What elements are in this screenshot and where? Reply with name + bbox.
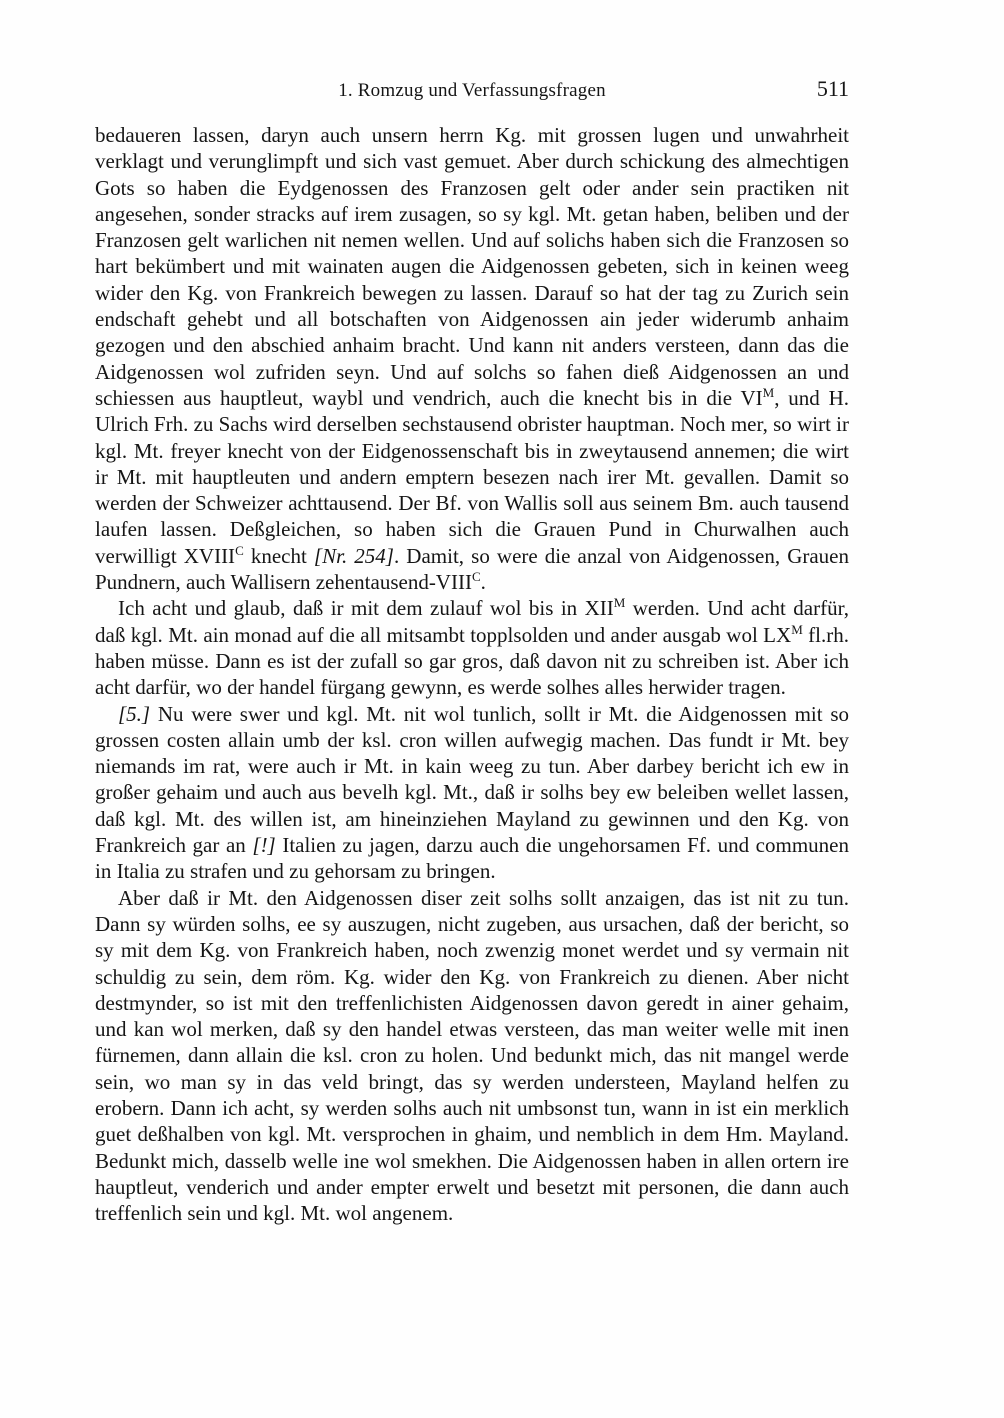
text-run: Aber daß ir Mt. den Aidgenossen diser zeit solhs sollt anzaigen, das ist nit zu tun. Dann sy würden solhs, ee sy auszugen, nicht zugeben, aus ursachen, daß der bericht, so sy mit dem Kg. von Frankreich haben, noch zwenzig monet werdet und sy vermain nit schuldig zu sein, dem röm. Kg. wider den Kg. von Frankreich zu dienen. Aber nicht destmynder, so ist mit den treffenlichisten Aidgenossen davon geredt in ainer gehaim, und kan wol merken, daß sy den handel etwas versteen, das man weiter welle mit inen fürnemen, dann allain die ksl. cron zu holen. Und bedunkt mich, das nit mangel werde sein, wo man sy in das veld bringt, das sy werden understeen, Mayland helfen zu erobern. Dann ich acht, sy werden solhs auch nit umbsonst tun, wann in ist ein merklich guet deßhalben von kgl. Mt. versprochen in ghaim, und nemblich in dem Hm. Mayland. Bedunkt mich, dasselb welle ine wol smekhen. Die Aidgenossen haben in allen ortern ire hauptleut, venderich und ander empter erwelt und besetzt mit personen, die dann auch treffenlich sein und kgl. Mt. wol angenem. [95, 885, 849, 1226]
text-run: . [480, 570, 486, 595]
page-body [95, 122, 849, 1226]
superscript-numeral: M [762, 384, 775, 400]
superscript-numeral: M [791, 621, 803, 637]
text-run: fl.rh. haben müsse. Dann es ist der zufall so gar gros, daß davon nit zu schreiben ist. Aber ich acht darfür, wo der handel fürgang gewynn, es werde solhes alles herwider tragen. [95, 622, 849, 700]
text-run: werden. Und acht darfür, daß kgl. Mt. ain monad auf die all mitsambt topplsolden und ander ausgab wol LX [95, 596, 849, 647]
text-run: Italien zu jagen, darzu auch die ungehorsamen Ff. und communen in Italia zu strafen und zu gehorsam zu bringen. [95, 833, 849, 884]
text-run: , und H. Ulrich Frh. zu Sachs wird derselben sechstausend obrister hauptman. Noch mer, so wirt ir kgl. Mt. freyer knecht von der Eidgenossenschaft bis in zweytausend annemen; die wirt ir Mt. mit hauptleuten und andern emptern besezen nach irer Mt. gevallen. Damit so werden der Schweizer achttausend. Der Bf. von Wallis soll aus seinem Bm. auch tausend laufen lassen. Deßgleichen, so haben sich die Grauen Pund in Churwalhen auch verwilligt XVIII [95, 385, 849, 568]
page-number: 511 [816, 76, 849, 101]
running-title: 1. Romzug und Verfassungsfragen [338, 80, 606, 101]
paragraph [95, 701, 849, 885]
text-run: [5.] [118, 701, 151, 726]
text-run: bedaueren lassen, daryn auch unsern herrn Kg. mit grossen lugen und unwahrheit verklagt und verunglimpft und sich vast gemuet. Aber durch schickung des almechtigen Gots so haben die Eydgenossen des Franzosen gelt oder ander sein practiken nit angesehen, sonder stracks auf irem zusagen, so sy kgl. Mt. getan haben, beliben und der Franzosen gelt warlichen nit nemen wellen. Und auf solichs haben sich die Franzosen so hart bekümbert und mit wainaten augen die Aidgenossen gebeten, sich in keinen weeg wider den Kg. von Frankreich bewegen zu lassen. Darauf so hat der tag zu Zurich sein endschaft gehebt und all botschaften von Aidgenossen ain jeder widerumb anhaim gezogen und den abschied anhaim bracht. Und kann nit anders versteen, dann das die Aidgenossen wol zufriden seyn. Und auf solchs so fahen dieß Aidgenossen an und schiessen aus hauptleut, waybl und vendrich, auch die knecht bis in die VI [95, 123, 849, 410]
superscript-numeral: C [471, 569, 481, 585]
text-run: knecht [243, 543, 314, 568]
text-run: Ich acht und glaub, daß ir mit dem zulauf wol bis in XII [118, 596, 614, 621]
text-block [95, 76, 850, 1226]
text-run: [!] [252, 833, 276, 858]
superscript-numeral: C [235, 542, 244, 558]
text-run: . Damit, so were die anzal von Aidgenossen, Grauen Pundnern, auch Wallisern zehentausend-VIII [95, 543, 850, 595]
paragraph [95, 885, 849, 1227]
paragraph [95, 595, 849, 700]
text-run: [Nr. 254] [313, 543, 394, 568]
text-run: Nu were swer und kgl. Mt. nit wol tunlich, sollt ir Mt. die Aidgenossen mit so grossen costen allain umb der ksl. cron willen aufwegig machen. Das fundt ir Mt. bey niemands im rat, were auch ir Mt. in kain weeg zu tun. Aber darbey bericht ich ew in großer gehaim und auch aus bevelh kgl. Mt., daß ir solhs bey ew beleiben wellet lassen, daß kgl. Mt. des willen ist, am hineinziehen Mayland zu gewinnen und den Kg. von Frankreich gar an [95, 701, 849, 858]
page-header [95, 76, 849, 106]
paragraph [95, 122, 849, 595]
superscript-numeral: M [613, 595, 626, 611]
